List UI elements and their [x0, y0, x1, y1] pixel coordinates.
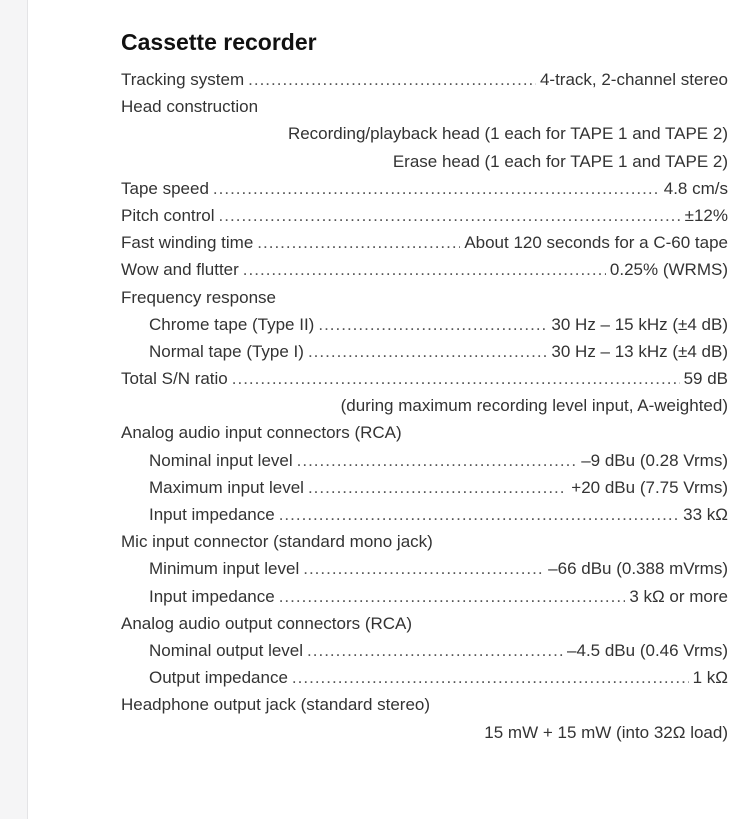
- dot-leader: [308, 338, 547, 365]
- spec-heading-frequency-response: Frequency response: [121, 287, 276, 307]
- spec-value: About 120 seconds for a C-60 tape: [464, 233, 728, 253]
- spec-text-erase-head: Erase head (1 each for TAPE 1 and TAPE 2): [392, 151, 728, 171]
- spec-heading-head-construction: Head construction: [121, 97, 259, 117]
- spec-label: Tracking system: [121, 70, 245, 89]
- spec-row-input-impedance: [121, 501, 728, 528]
- spec-content: [121, 28, 728, 746]
- spec-row-output-impedance: [121, 664, 728, 691]
- spec-label: Input impedance: [149, 505, 275, 524]
- spec-row-pitch-control: [121, 202, 728, 229]
- spec-label: Nominal input level: [149, 450, 293, 470]
- spec-label: Minimum input level: [149, 559, 300, 579]
- dot-leader: [303, 555, 544, 582]
- dot-leader: [219, 202, 681, 229]
- spec-value: 30 Hz – 15 kHz (±4 dB): [551, 314, 728, 334]
- spec-label: Maximum input level: [149, 477, 304, 497]
- section-title: Cassette recorder: [121, 29, 317, 55]
- spec-row-tracking-system: [121, 66, 728, 93]
- spec-value: ±12%: [684, 205, 728, 225]
- spec-row-min-input: [121, 555, 728, 582]
- spec-value: 4.8 cm/s: [663, 178, 728, 198]
- dot-leader: [257, 229, 460, 256]
- spec-label: Pitch control: [121, 205, 215, 225]
- spec-text-sn-note: (during maximum recording level input, A-weighted): [340, 396, 728, 416]
- dot-leader: [318, 311, 547, 338]
- spec-heading-headphone-jack: Headphone output jack (standard stereo): [121, 695, 431, 715]
- spec-heading-mic-input: Mic input connector (standard mono jack): [121, 532, 433, 552]
- dot-leader: [248, 66, 536, 93]
- spec-row-nominal-input: [121, 447, 728, 474]
- dot-leader: [232, 365, 680, 392]
- spec-label: Total S/N ratio: [121, 369, 228, 389]
- spec-value: 33 kΩ: [683, 505, 728, 524]
- left-margin-bar: [0, 0, 28, 819]
- spec-row-chrome-tape: [121, 311, 728, 338]
- spec-value: 3 kΩ or more: [629, 586, 728, 606]
- dot-leader: [279, 501, 679, 528]
- spec-row-fast-winding: [121, 229, 728, 256]
- spec-text-headphone-power: 15 mW + 15 mW (into 32Ω load): [484, 722, 728, 742]
- spec-heading-analog-in: Analog audio input connectors (RCA): [121, 423, 402, 443]
- spec-value: –4.5 dBu (0.46 Vrms): [567, 640, 728, 660]
- spec-label: Normal tape (Type I): [149, 341, 304, 361]
- spec-label: Output impedance: [149, 668, 288, 688]
- spec-heading-analog-out: Analog audio output connectors (RCA): [121, 613, 413, 633]
- spec-text-rec-play-head: Recording/playback head (1 each for TAPE 1 and TAPE 2): [287, 124, 728, 144]
- spec-label: Tape speed: [121, 178, 209, 198]
- dot-leader: [213, 175, 660, 202]
- spec-row-max-input: [121, 474, 728, 501]
- spec-row-normal-tape: [121, 338, 728, 365]
- spec-value: 4-track, 2-channel stereo: [539, 70, 728, 89]
- dot-leader: [292, 664, 689, 691]
- spec-row-wow-flutter: [121, 256, 728, 283]
- spec-label: Chrome tape (Type II): [149, 314, 315, 334]
- spec-label: Fast winding time: [121, 233, 254, 253]
- spec-value: –66 dBu (0.388 mVrms): [548, 559, 728, 579]
- dot-leader: [308, 474, 567, 501]
- spec-value: 30 Hz – 13 kHz (±4 dB): [551, 341, 728, 361]
- spec-row-tape-speed: [121, 175, 728, 202]
- spec-row-total-sn: [121, 365, 728, 392]
- dot-leader: [307, 637, 563, 664]
- spec-label: Wow and flutter: [121, 260, 239, 280]
- spec-value: 59 dB: [683, 369, 728, 389]
- dot-leader: [297, 447, 578, 474]
- dot-leader: [243, 256, 606, 283]
- spec-row-mic-input-impedance: [121, 583, 728, 610]
- spec-label: Nominal output level: [149, 640, 304, 660]
- spec-label: Input impedance: [149, 586, 275, 606]
- spec-value: 1 kΩ: [692, 668, 728, 688]
- spec-row-nominal-output: [121, 637, 728, 664]
- spec-value: 0.25% (WRMS): [609, 260, 728, 280]
- dot-leader: [279, 583, 626, 610]
- spec-value: +20 dBu (7.75 Vrms): [571, 477, 728, 497]
- spec-value: –9 dBu (0.28 Vrms): [581, 450, 728, 470]
